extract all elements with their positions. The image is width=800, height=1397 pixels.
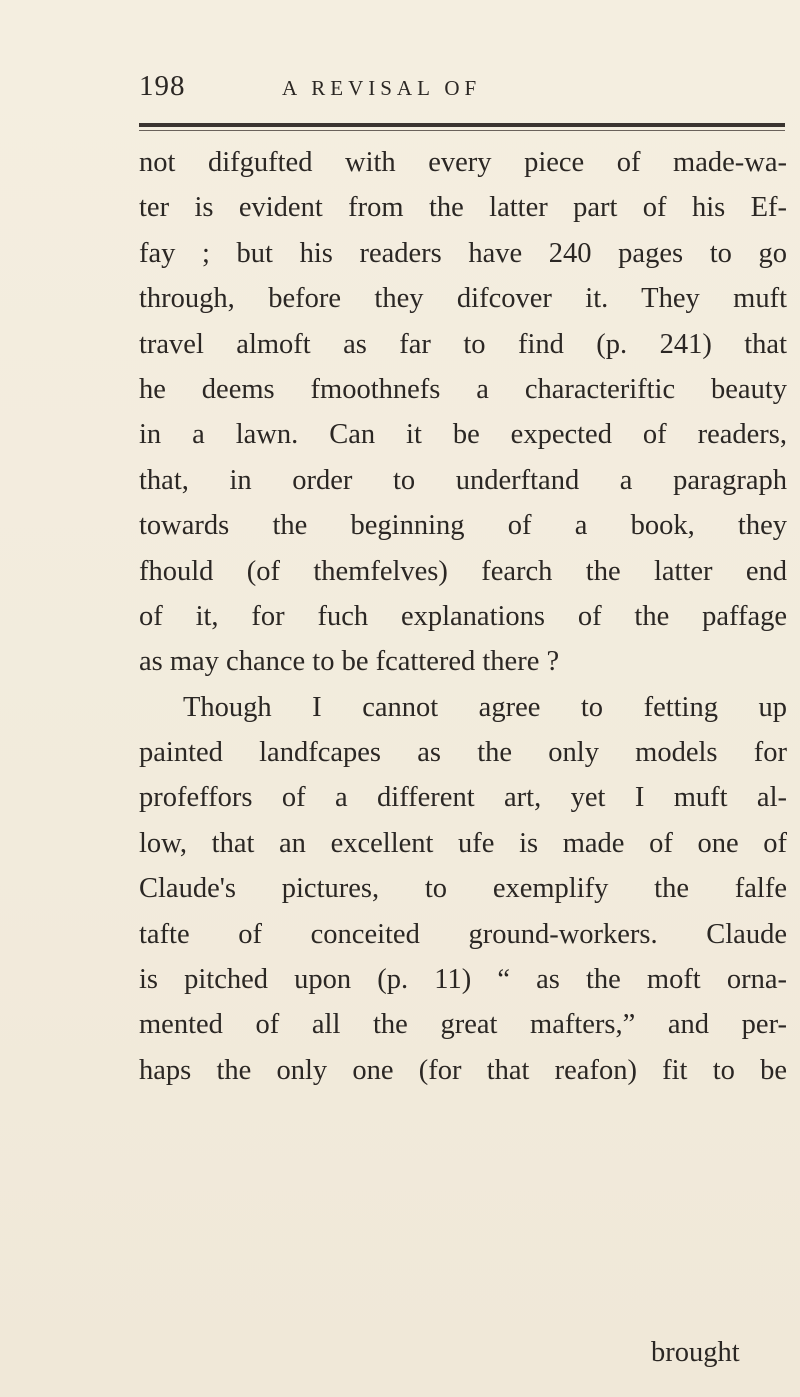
page-number: 198 [139,70,186,102]
text-line: profeffors of a different art, yet I muft al- [139,782,787,814]
text-line: painted landfcapes as the only models for [139,737,787,769]
text-line: tafte of conceited ground-workers. Claude [139,918,787,950]
body-text [139,140,787,1093]
text-line: not difgufted with every piece of made-wa- [139,147,787,178]
text-line: as may chance to be fcattered there ? [139,646,560,678]
text-line: low, that an excellent ufe is made of one of [139,827,787,859]
text-line: ter is evident from the latter part of his Ef- [139,192,787,224]
text-line: fhould (of themfelves) fearch the latter end [139,555,787,587]
text-line: towards the beginning of a book, they [139,510,787,542]
text-line: he deems fmoothnefs a characteriftic beauty [139,373,787,405]
text-line: through, before they difcover it. They muft [139,283,787,315]
text-line: haps the only one (for that reafon) fit to be [139,1054,787,1086]
header-rule-thick [139,123,785,127]
text-line: travel almoft as far to find (p. 241) that [139,328,787,360]
text-line: Claude's pictures, to exemplify the falfe [139,873,787,905]
running-head: A REVISAL OF [282,76,482,100]
text-line: mented of all the great mafters,” and per- [139,1009,787,1041]
text-line: fay ; but his readers have 240 pages to go [139,237,787,269]
text-line: that, in order to underftand a paragraph [139,464,787,496]
text-line: Though I cannot agree to fetting up [183,691,787,723]
text-line: of it, for fuch explanations of the paffage [139,600,787,632]
header-rule-thin [139,130,785,131]
catchword: brought [651,1337,740,1368]
text-line: is pitched upon (p. 11) “ as the moft orna- [139,964,787,996]
text-line: in a lawn. Can it be expected of readers, [139,419,787,451]
page-header [139,70,785,110]
